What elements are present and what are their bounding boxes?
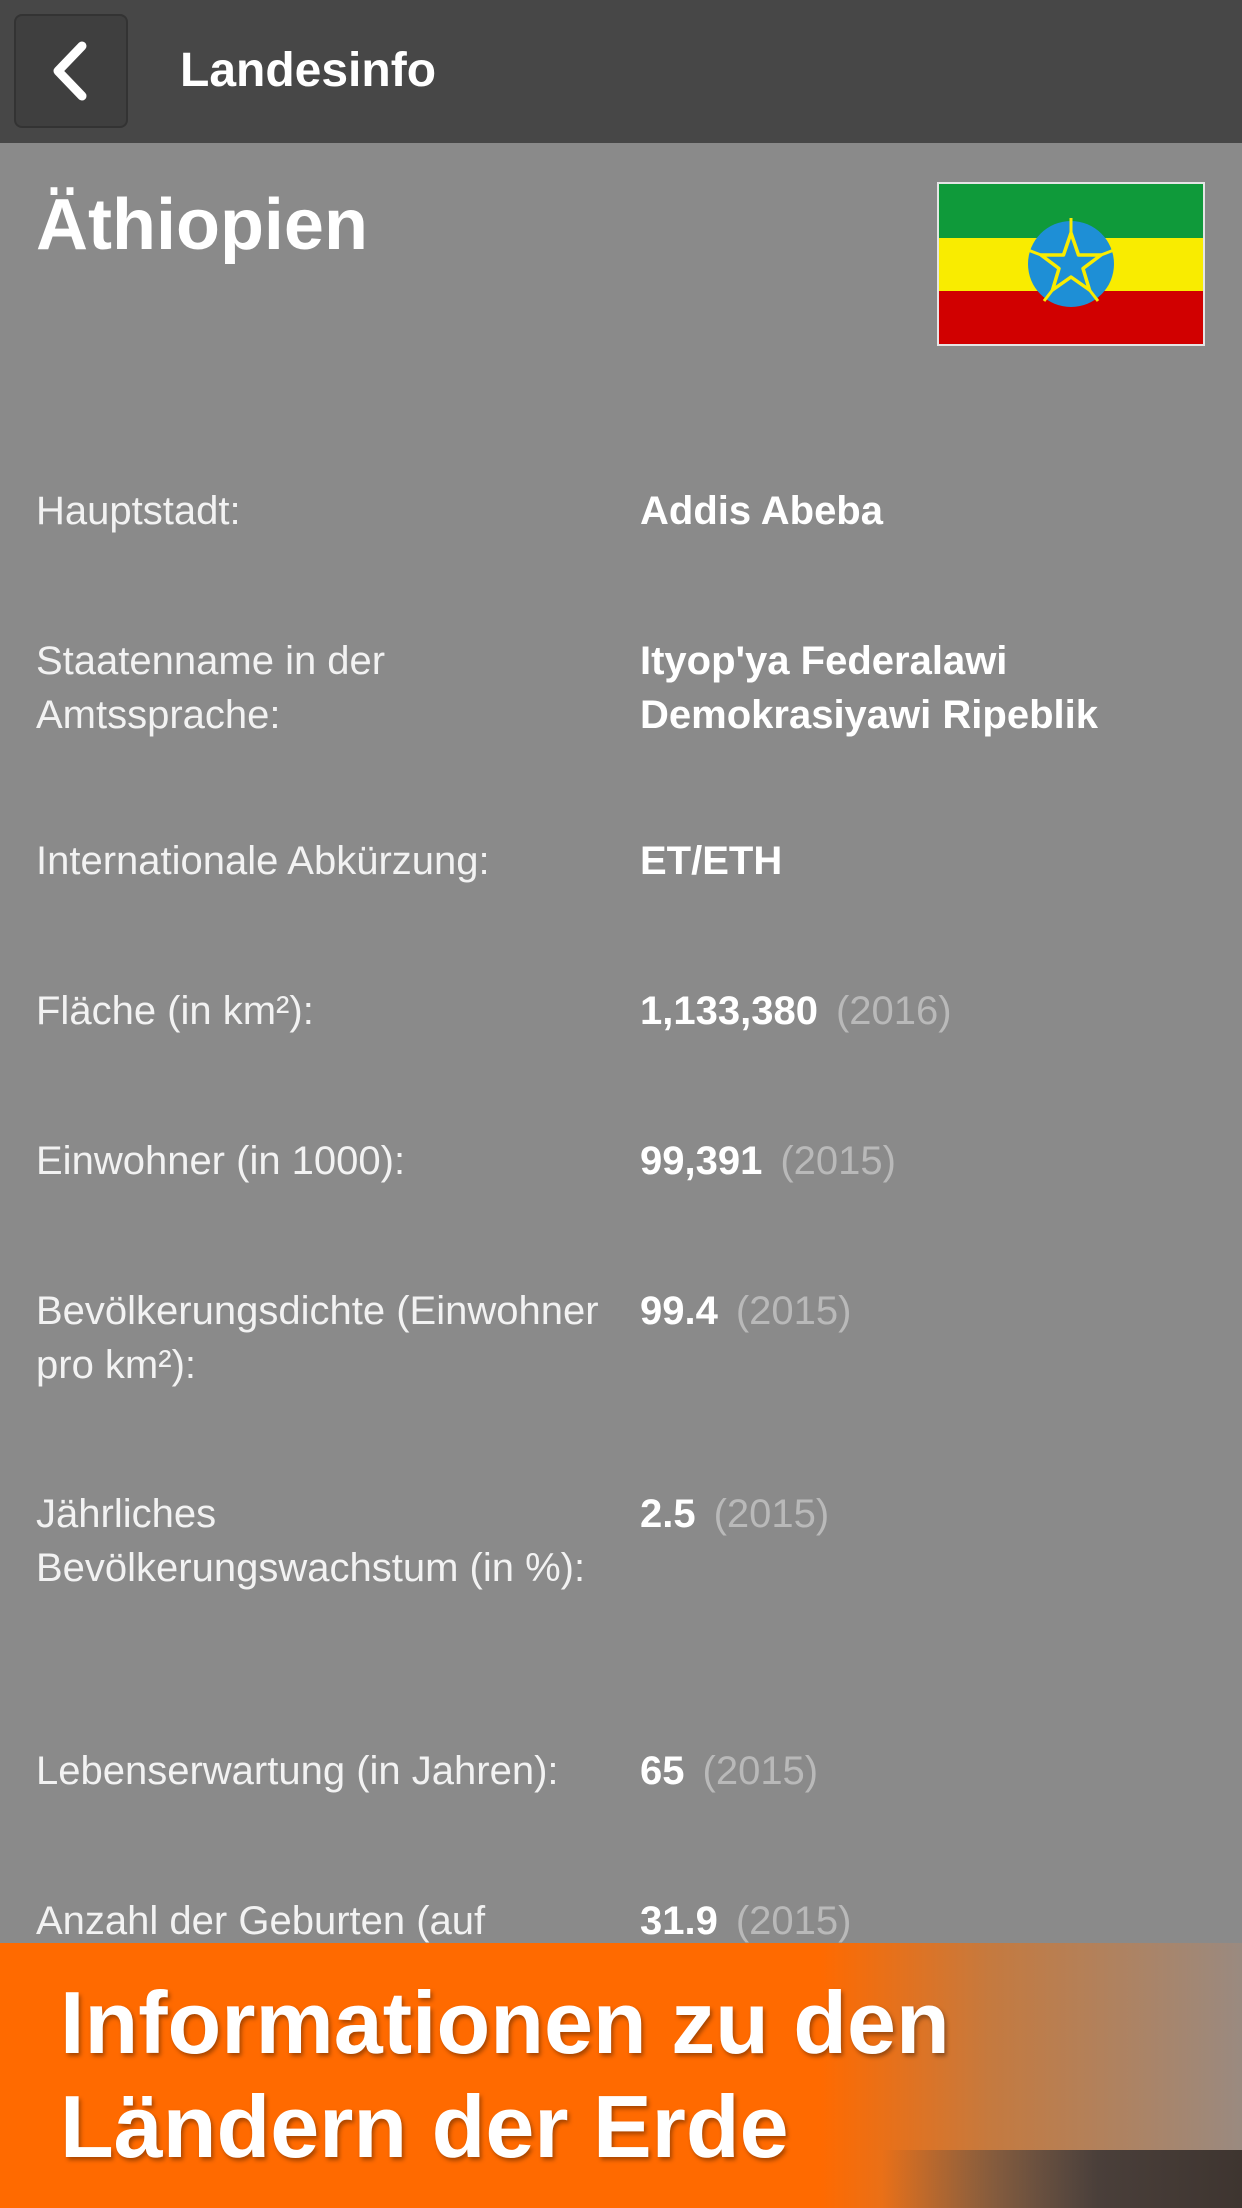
page-title: Landesinfo — [180, 44, 437, 97]
info-label: Hauptstadt: — [36, 489, 241, 533]
back-button[interactable] — [14, 14, 128, 128]
info-label: Einwohner (in 1000): — [36, 1139, 406, 1183]
banner-line-2: Ländern der Erde — [60, 2077, 789, 2176]
top-app-bar — [0, 0, 1242, 143]
country-name: Äthiopien — [36, 185, 368, 265]
info-value: 1,133,380 (2016) — [640, 989, 952, 1033]
chevron-left-icon — [16, 16, 130, 130]
info-label: Internationale Abkürzung: — [36, 839, 490, 883]
info-label: Anzahl der Geburten (auf — [36, 1899, 486, 1943]
country-flag — [937, 182, 1205, 346]
info-year: (2015) — [713, 1492, 830, 1536]
info-value: 99.4 (2015) — [640, 1289, 852, 1333]
info-year: (2016) — [835, 989, 952, 1033]
info-value: 99,391 (2015) — [640, 1139, 896, 1183]
info-year: (2015) — [735, 1289, 852, 1333]
info-value: Ityop'ya Federalawi Demokrasiyawi Ripeblik — [640, 639, 1098, 737]
info-year: (2015) — [735, 1899, 852, 1943]
info-label: Bevölkerungsdichte (Einwohner pro km²): — [36, 1289, 599, 1387]
info-label: Fläche (in km²): — [36, 989, 314, 1033]
info-value: 2.5 (2015) — [640, 1492, 830, 1536]
promo-banner — [0, 1943, 1242, 2208]
info-value: 31.9 (2015) — [640, 1899, 852, 1943]
banner-caption — [60, 1971, 950, 2179]
info-label: Jährliches Bevölkerungswachstum (in %): — [36, 1492, 586, 1590]
info-value: Addis Abeba — [640, 489, 883, 533]
info-label: Lebenserwartung (in Jahren): — [36, 1749, 559, 1793]
info-value: ET/ETH — [640, 839, 783, 883]
banner-line-1: Informationen zu den — [60, 1973, 950, 2072]
info-year: (2015) — [780, 1139, 896, 1183]
info-label: Staatenname in der Amtssprache: — [36, 639, 386, 737]
ethiopia-flag-icon — [939, 184, 1203, 344]
info-year: (2015) — [702, 1749, 819, 1793]
info-value: 65 (2015) — [640, 1749, 819, 1793]
